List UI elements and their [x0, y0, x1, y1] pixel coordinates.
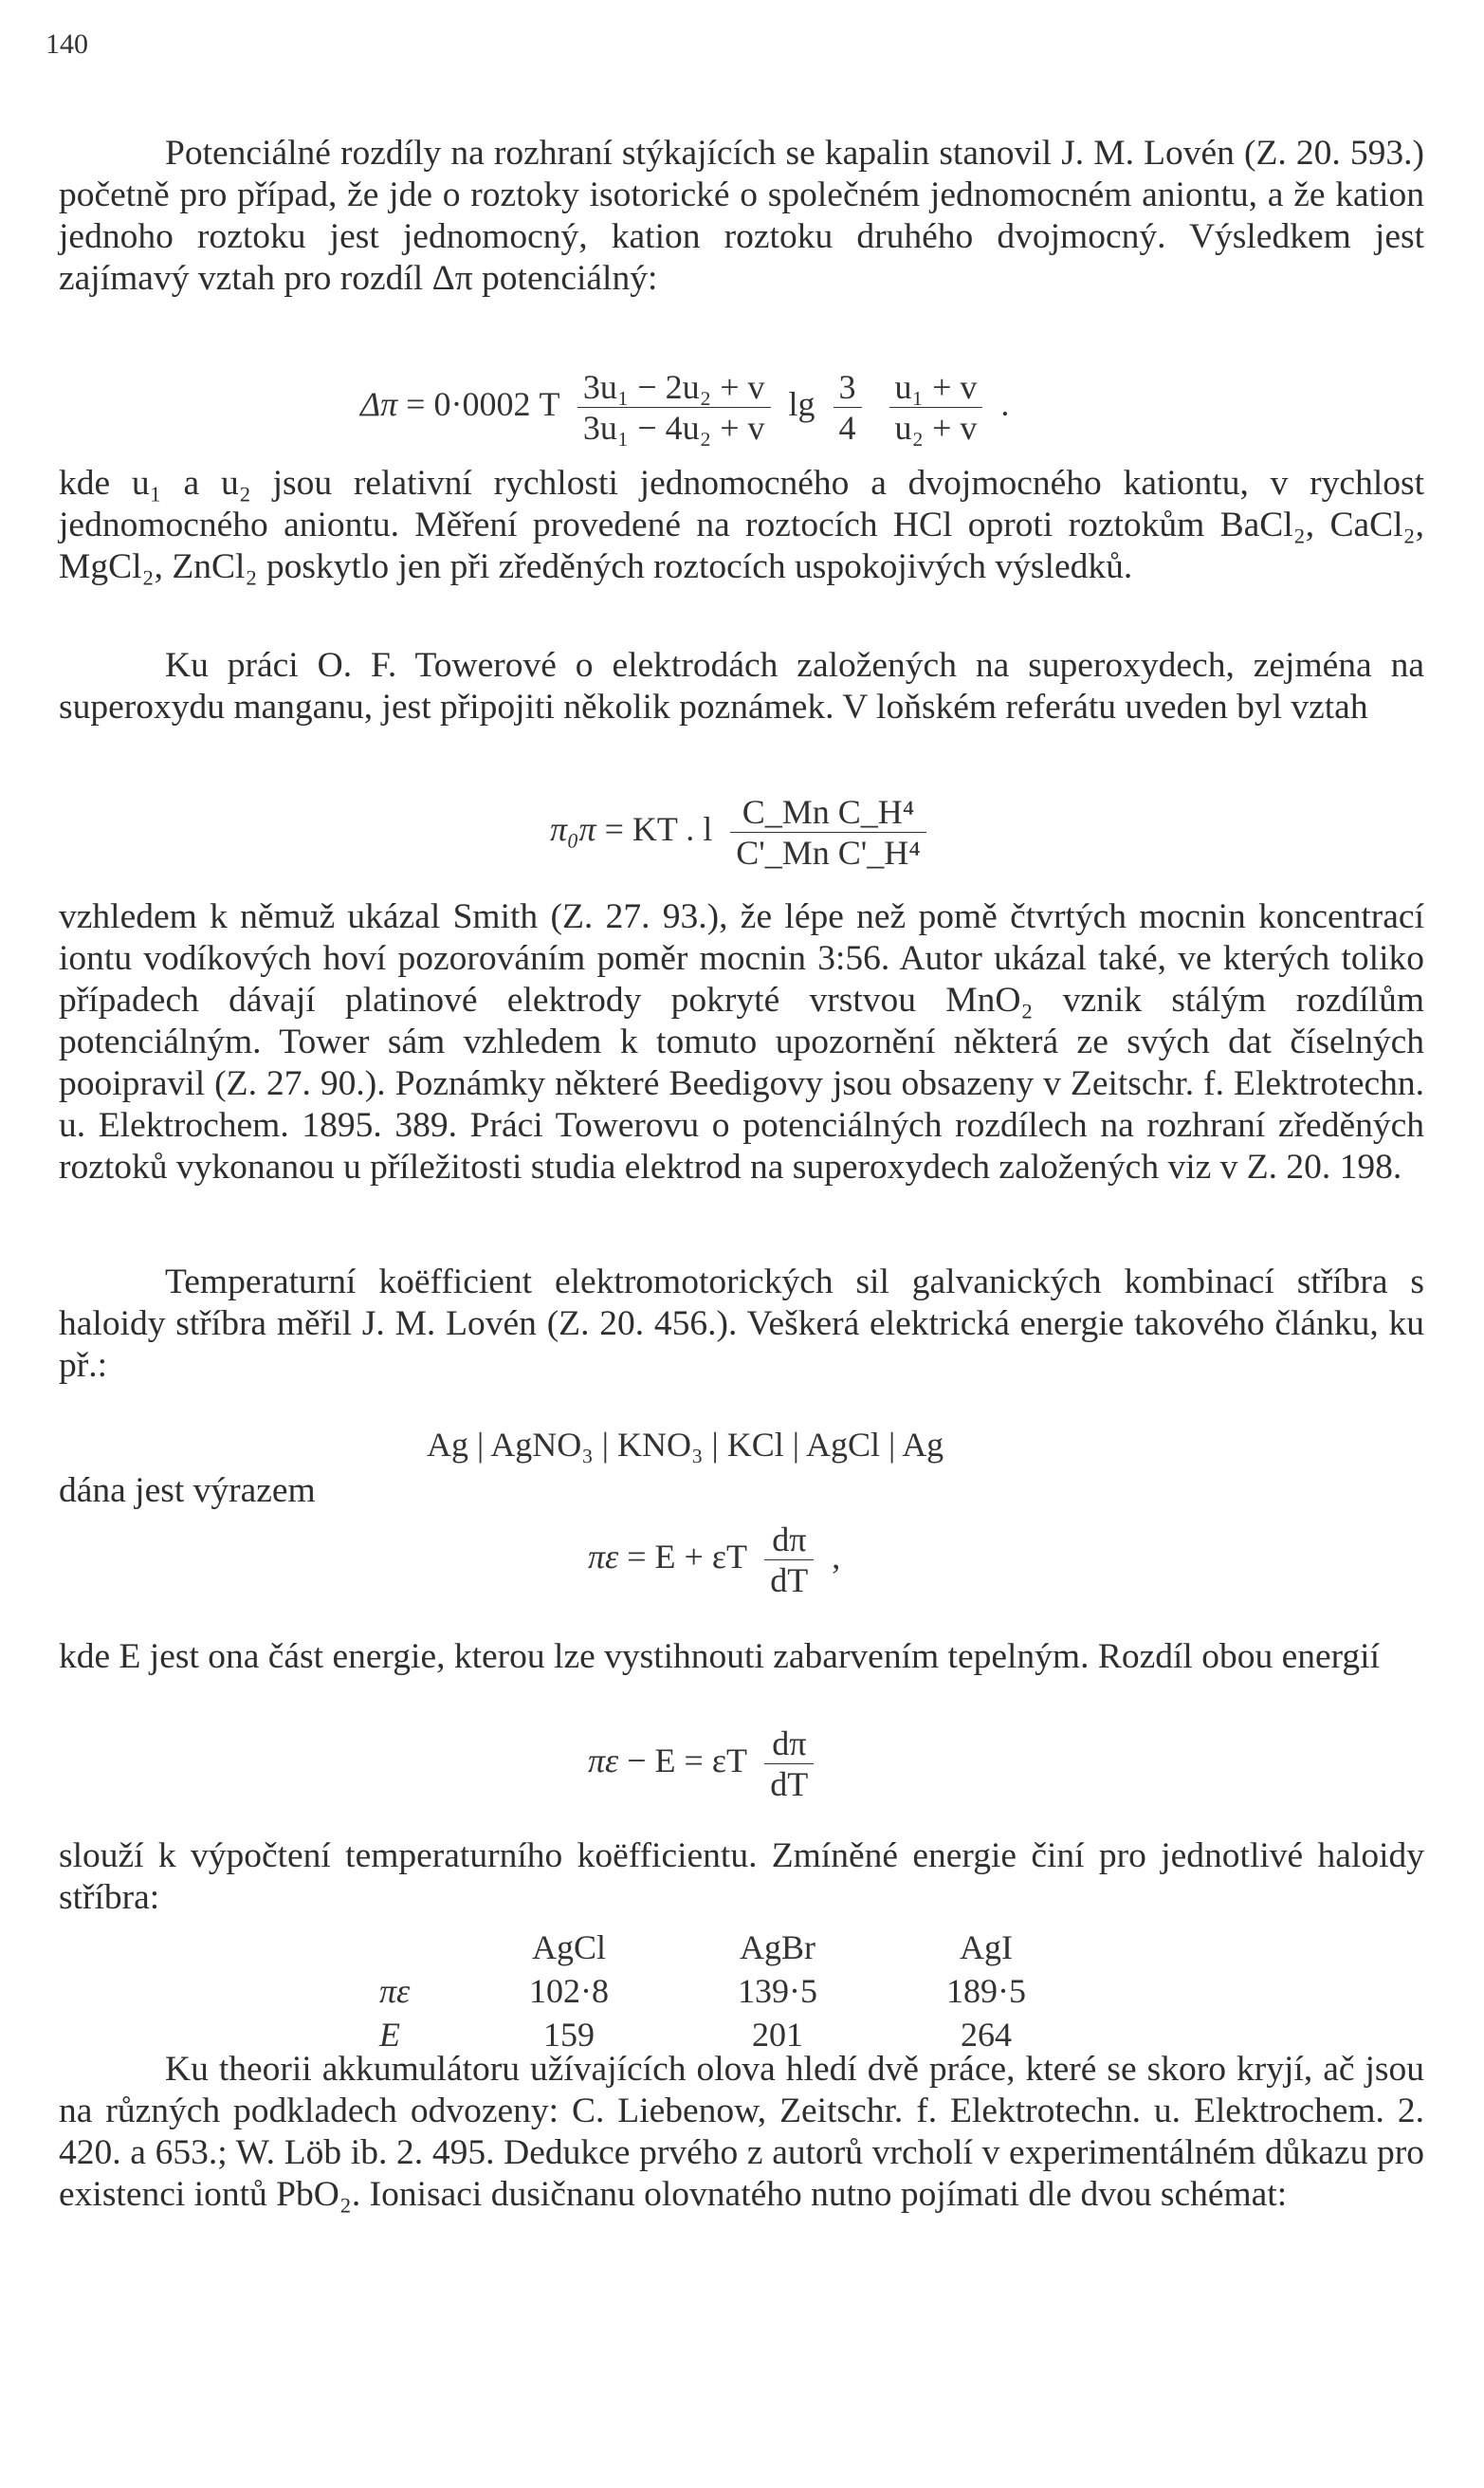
table-cell: 189·5	[946, 1972, 1026, 2010]
formula-fraction	[730, 795, 926, 870]
formula-rhs: E = εT	[654, 1741, 747, 1779]
formula-manganese	[550, 795, 936, 870]
paragraph-accumulator: Ku theorii akkumulátoru užívajících olova hledí dvě práce, které se skoro kryjí, ač jsou na různých podkladech odvozeny: C. Liebenow, Zeitschr. f. Elektrotechn. u. Elektrochem. 2. 420. a 653.; W. Löb ib. 2. 495. Dedukce prvého z autorů vrcholí v experimentálném důkazu pro existenci iontů PbO₂. Ionisaci dusičnanu olovnatého nutno pojímati dle dvou schémat:	[59, 2050, 1424, 2214]
formula-coef: 0·0002 T	[433, 384, 559, 423]
fraction-denominator: 4	[834, 407, 862, 445]
paragraph-heat-energy: kde E jest ona část energie, kterou lze vystihnouti zabarvením tepelným. Rozdíl obou energií	[59, 1637, 1381, 1676]
table-row	[379, 1969, 1090, 2013]
silver-haloid-energy-table	[379, 1926, 1090, 2056]
formula-lhs: Δπ	[360, 384, 398, 423]
fraction-numerator: 3	[838, 368, 856, 406]
fraction-denominator: dT	[764, 1559, 814, 1597]
formula-galvanic-cell: Ag | AgNO₃ | KNO₃ | KCl | AgCl | Ag	[427, 1426, 944, 1464]
table-cell: 102·8	[529, 1972, 609, 2010]
fraction-numerator: dπ	[772, 1724, 807, 1762]
table-row-label: E	[379, 2016, 400, 2054]
paragraph-velocities: kde u₁ a u₂ jsou relativní rychlosti jednomocného a dvojmocného kationtu, v rychlost jednomocného aniontu. Měření provedené na roztocích HCl oproti roztokům BaCl₂, CaCl₂, MgCl₂, ZnCl₂ poskytlo jen při zředěných roztocích uspokojivých výsledků.	[59, 464, 1424, 586]
formula-fraction-3	[889, 370, 983, 445]
formula-eq: =	[627, 1537, 647, 1576]
formula-energy	[588, 1522, 840, 1597]
page-number: 140	[46, 28, 88, 60]
formula-lhs: πε	[588, 1741, 619, 1779]
table-header-row	[379, 1926, 1090, 1969]
paragraph-tower: Ku práci O. F. Towerové o elektrodách založených na superoxydech, zejména na superoxydu manganu, jest připojiti několik poznámek. V loňském referátu uveden byl vztah	[59, 646, 1424, 727]
fraction-numerator: dπ	[772, 1520, 807, 1558]
formula-end: ,	[832, 1537, 841, 1576]
table-cell: 201	[752, 2016, 803, 2054]
paragraph-given-by: dána jest výrazem	[59, 1471, 316, 1510]
formula-lhs: πε	[588, 1537, 619, 1576]
formula-fraction-2	[834, 370, 862, 445]
formula-coef: KT . l	[632, 809, 713, 848]
fraction-denominator: 3u₁ − 4u₂ + v	[577, 407, 771, 445]
formula-fraction	[577, 370, 771, 445]
fraction-numerator: C_Mn C_H⁴	[742, 793, 915, 831]
paragraph-smith: vzhledem k němuž ukázal Smith (Z. 27. 93.), že lépe než pomě čtvrtých mocnin koncentrací iontu vodíkových hoví pozorováním poměr mocnin 3:56. Autor ukázal také, ve kterých toliko případech dávají platinové elektrody pokryté vrstvou MnO₂ vznik stálým rozdílům potenciálným. Tower sám vzhledem k tomuto upozornění některá ze svých dat číselných pooipravil (Z. 27. 90.). Poznámky některé Beedigovy jsou obsazeny v Zeitschr. f. Elektrotechn. u. Elektrochem. 1895. 389. Práci Towerovu o potenciálných rozdílech na rozhraní zředěných roztoků vykonanou u příležitosti studia elektrod na superoxydech založených viz v Z. 20. 198.	[59, 897, 1424, 1187]
fraction-denominator: dT	[764, 1763, 814, 1801]
fraction-denominator: C'_Mn C'_H⁴	[730, 832, 926, 870]
table-cell: 264	[961, 2016, 1012, 2054]
formula-rhs: E + εT	[654, 1537, 747, 1576]
table-header-cell: AgCl	[531, 1928, 606, 1966]
paragraph-loven-potential: Potenciálné rozdíly na rozhraní stýkajících se kapalin stanovil J. M. Lovén (Z. 20. 593.) početně pro případ, že jde o roztoky isotorické o společném jednomocném aniontu, a že kation jednoho roztoku jest jednomocný, kation roztoku druhého dvojmocný. Výsledkem jest zajímavý vztah pro rozdíl Δπ potenciálný:	[59, 134, 1424, 298]
paragraph-temperature-coefficient: Temperaturní koëfficient elektromotorických sil galvanických kombinací stříbra s haloidy stříbra měřil J. M. Lovén (Z. 20. 456.). Veškerá elektrická energie takového článku, ku př.:	[59, 1262, 1424, 1385]
table-cell: 139·5	[738, 1972, 817, 2010]
formula-log: lg	[788, 384, 815, 423]
table-row-label: πε	[379, 1972, 411, 2010]
formula-eq: =	[406, 384, 426, 423]
formula-end: .	[1000, 384, 1010, 423]
paragraph-silver-haloids: slouží k výpočtení temperaturního koëfficientu. Zmíněné energie činí pro jednotlivé haloidy stříbra:	[59, 1836, 1424, 1917]
formula-potential-difference	[360, 370, 1009, 445]
formula-eq: =	[604, 809, 624, 848]
table-header-cell	[379, 1926, 465, 1969]
table-cell: 159	[543, 2016, 595, 2054]
formula-lhs: π₀π	[550, 809, 596, 848]
formula-fraction	[764, 1726, 814, 1801]
formula-eq: −	[627, 1741, 647, 1779]
fraction-numerator: 3u₁ − 2u₂ + v	[582, 368, 765, 406]
formula-energy-difference	[588, 1726, 823, 1801]
table-header-cell: AgI	[960, 1928, 1013, 1966]
fraction-denominator: u₂ + v	[889, 407, 983, 445]
formula-fraction	[764, 1522, 814, 1597]
fraction-numerator: u₁ + v	[894, 368, 978, 406]
table-header-cell: AgBr	[740, 1928, 815, 1966]
